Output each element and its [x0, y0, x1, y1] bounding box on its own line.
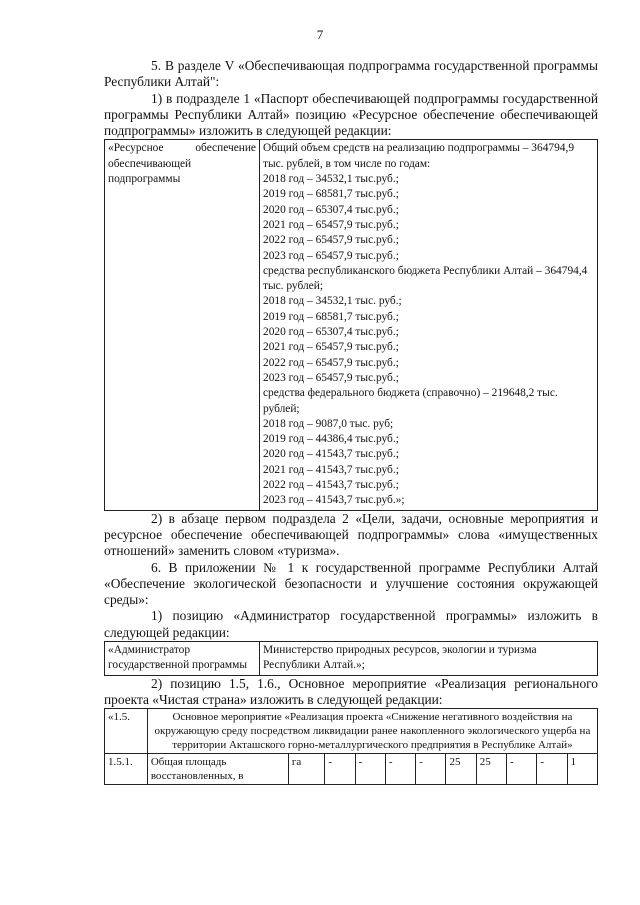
resource-line: 2022 год – 41543,7 тыс.руб.; — [263, 479, 399, 492]
paragraph-appendix-1: 6. В приложении № 1 к государственной программе Республики Алтай «Обеспечение экологической безопасности и улучшение состояния окружающей среды»: — [104, 559, 598, 608]
document-body — [104, 58, 598, 785]
resource-line: 2023 год – 65457,9 тыс.руб.; — [263, 249, 399, 262]
resource-line: Общий объем средств на реализацию подпрограммы – 364794,9 тыс. рублей, в том числе по годам: — [263, 142, 575, 170]
resource-line: 2020 год – 41543,7 тыс.руб.; — [263, 448, 399, 461]
page-number: 7 — [316, 27, 324, 42]
resource-line: 2023 год – 65457,9 тыс.руб.; — [263, 371, 399, 384]
administrator-table — [104, 641, 598, 676]
resource-line: 2022 год – 65457,9 тыс.руб.; — [263, 356, 399, 369]
administrator-value-cell: Министерство природных ресурсов, экологии и туризма Республики Алтай.»; — [260, 641, 598, 675]
indicator-value-cell: - — [355, 754, 385, 785]
indicator-value-cell: - — [416, 754, 446, 785]
resource-line: 2021 год – 41543,7 тыс.руб.; — [263, 463, 399, 476]
resource-line: 2019 год – 68581,7 тыс.руб.; — [263, 310, 399, 323]
resource-line: 2019 год – 44386,4 тыс.руб.; — [263, 433, 399, 446]
measure-title-cell: Основное мероприятие «Реализация проекта «Снижение негативного воздействия на окружающую среду посредством ликвидации ранее накопленного экологического ущерба на территории Акташского горно-металлургического предприятия в Республике Алтай» — [147, 709, 597, 754]
resource-line: 2018 год – 34532,1 тыс.руб.; — [263, 173, 399, 186]
paragraph-section-v: 5. В разделе V «Обеспечивающая подпрограмма государственной программы Республики Алтай": — [104, 58, 598, 90]
resource-line: 2018 год – 34532,1 тыс. руб.; — [263, 295, 402, 308]
indicator-value-cell: - — [385, 754, 415, 785]
resource-table — [104, 139, 598, 510]
resource-line: 2020 год – 65307,4 тыс.руб.; — [263, 326, 399, 339]
resource-line: средства республиканского бюджета Республики Алтай – 364794,4 тыс. рублей; — [263, 264, 588, 293]
resource-line: 2022 год – 65457,9 тыс.руб.; — [263, 234, 399, 247]
administrator-label-cell: «Администратор государственной программы — [105, 641, 260, 675]
indicator-value-cell: 1 — [567, 754, 597, 785]
indicator-number-cell: 1.5.1. — [105, 754, 148, 785]
resource-line: средства федерального бюджета (справочно) – 219648,2 тыс. рублей; — [263, 387, 558, 415]
indicator-value-cell: 25 — [446, 754, 476, 785]
resource-line: 2021 год – 65457,9 тыс.руб.; — [263, 341, 399, 354]
resource-line: 2021 год – 65457,9 тыс.руб.; — [263, 218, 399, 231]
resource-line: 2023 год – 41543,7 тыс.руб.»; — [263, 494, 405, 507]
indicator-value-cell: 25 — [476, 754, 506, 785]
indicator-value-cell: - — [507, 754, 537, 785]
resource-line: 2020 год – 65307,4 тыс.руб.; — [263, 203, 399, 216]
paragraph-subsection-1: 1) в подразделе 1 «Паспорт обеспечивающей подпрограммы государственной программы Республики Алтай» позицию «Ресурсное обеспечение обеспечивающей подпрограммы» изложить в следующей редакции: — [104, 90, 598, 139]
measure-number-cell: «1.5. — [105, 709, 148, 754]
indicator-value-cell: - — [325, 754, 355, 785]
resource-line: 2019 год – 68581,7 тыс.руб.; — [263, 188, 399, 201]
paragraph-administrator: 1) позицию «Администратор государственной программы» изложить в следующей редакции: — [104, 608, 598, 640]
paragraph-position-1-5: 2) позицию 1.5, 1.6., Основное мероприятие «Реализация регионального проекта «Чистая страна» изложить в следующей редакции: — [104, 675, 598, 707]
indicator-unit-cell: га — [288, 754, 325, 785]
indicator-name-cell: Общая площадь восстановленных, в — [147, 754, 288, 785]
resource-label-cell: «Ресурсное обеспечение обеспечивающей подпрограммы — [105, 140, 260, 510]
resource-value-cell — [260, 140, 598, 510]
paragraph-subsection-2: 2) в абзаце первом подраздела 2 «Цели, задачи, основные мероприятия и ресурсное обеспечение обеспечивающей подпрограммы» слова «имущественных отношений» заменить словом «туризма». — [104, 510, 598, 559]
resource-line: 2018 год – 9087,0 тыс. руб; — [263, 417, 394, 430]
measures-table — [104, 708, 598, 785]
indicator-value-cell: - — [537, 754, 567, 785]
